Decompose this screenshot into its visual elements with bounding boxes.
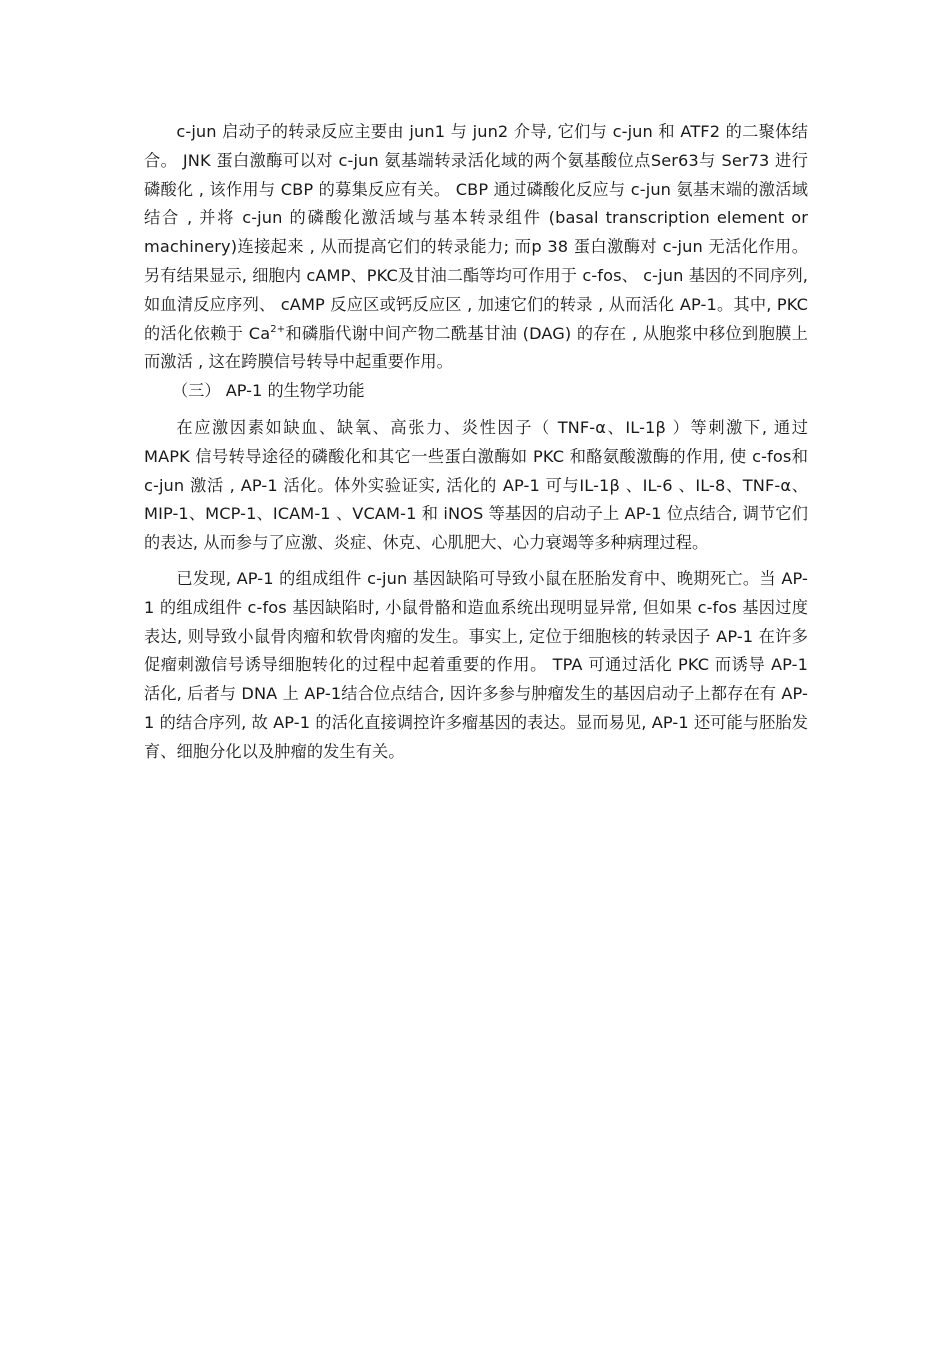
calcium-charge-superscript: 2+ [270, 323, 286, 335]
section-heading: （三） AP-1 的生物学功能 [172, 381, 365, 401]
document-page [144, 118, 808, 767]
paragraph-1-text-b: 和磷脂代谢中间产物二酰基甘油 (DAG) 的存在 , 从胞浆中移位到胞膜上而激活 , 这在跨膜信号转导中起重要作用。 [144, 323, 808, 372]
paragraph-2: 在应激因素如缺血、缺氧、高张力、炎性因子（ TNF-α、IL-1β ）等刺激下, 通过 MAPK 信号转导途径的磷酸化和其它一些蛋白激酶如 PKC 和酪氨酸激酶的作用, 使 c-fos和 c-jun 激活 , AP-1 活化。体外实验证实, 活化的 AP-1 可与IL-1β 、IL-6 、IL-8、TNF-α、MIP-1、MCP-1、ICAM-1 、VCAM-1 和 iNOS 等基因的启动子上 AP-1 位点结合, 调节它们的表达, 从而参与了应激、炎症、休克、心肌肥大、心力衰竭等多种病理过程。 [144, 417, 808, 553]
paragraph-1-text-a: c-jun 启动子的转录反应主要由 jun1 与 jun2 介导, 它们与 c-jun 和 ATF2 的二聚体结合。 JNK 蛋白激酶可以对 c-jun 氨基端转录活化域的两个氨基酸位点Ser63与 Ser73 进行磷酸化 , 该作用与 CBP 的募集反应有关。 CBP 通过磷酸化反应与 c-jun 氨基末端的激活域结合 , 并将 c-jun 的磷酸化激活域与基本转录组件 (basal transcription element or machinery)连接起来 , 从而提高它们的转录能力; 而p 38 蛋白激酶对 c-jun 无活化作用。另有结果显示, 细胞内 cAMP、PKC及甘油二酯等均可作用于 c-fos、 c-jun 基因的不同序列, 如血清反应序列、 cAMP 反应区或钙反应区 , 加速它们的转录 , 从而活化 AP-1。其中, PKC 的活化依赖于 Ca [144, 122, 808, 343]
paragraph-1 [144, 118, 808, 377]
paragraph-3: 已发现, AP-1 的组成组件 c-jun 基因缺陷可导致小鼠在胚胎发育中、晚期死亡。当 AP-1 的组成组件 c-fos 基因缺陷时, 小鼠骨骼和造血系统出现明显异常, 但如果 c-fos 基因过度表达, 则导致小鼠骨肉瘤和软骨肉瘤的发生。事实上, 定位于细胞核的转录因子 AP-1 在许多促瘤刺激信号诱导细胞转化的过程中起着重要的作用。 TPA 可通过活化 PKC 而诱导 AP-1 活化, 后者与 DNA 上 AP-1结合位点结合, 因许多参与肿瘤发生的基因启动子上都存在有 AP-1 的结合序列, 故 AP-1 的活化直接调控许多瘤基因的表达。显而易见, AP-1 还可能与胚胎发育、细胞分化以及肿瘤的发生有关。 [144, 568, 808, 761]
